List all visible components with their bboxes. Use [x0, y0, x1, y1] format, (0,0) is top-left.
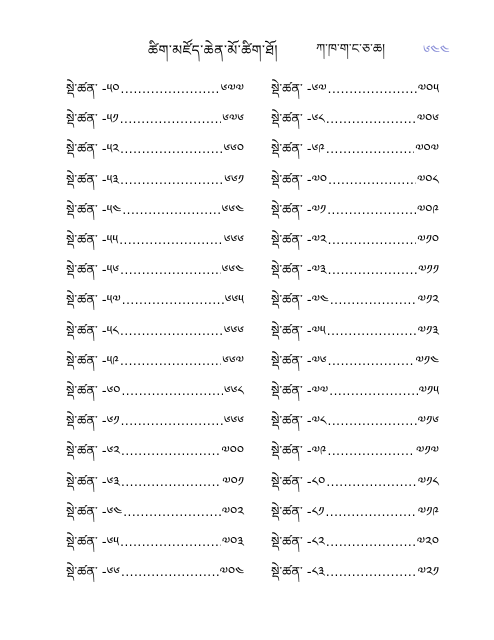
toc-entry: [271, 406, 439, 430]
toc-entry: [271, 165, 439, 188]
toc-entry-label: སྡེ་ཚན་ -༦༧: [271, 82, 327, 97]
toc-entry-label: སྡེ་ཚན་ -༨༡: [271, 504, 325, 520]
dot-leader: [121, 384, 223, 398]
toc-entry-page: ༦༦༤: [221, 263, 244, 279]
toc-entry-page: ༦༦༦: [223, 233, 244, 248]
toc-entry-label: སྡེ་ཚན་ -༧༣: [271, 263, 327, 279]
dot-leader: [121, 444, 220, 458]
dot-leader: [328, 263, 417, 277]
toc-entry: [271, 134, 439, 158]
toc-entry-page: ༧༠༡: [222, 474, 244, 490]
toc-entry-page: ༧༠༤: [219, 565, 244, 581]
toc-entry-page: ༧༡༤: [415, 353, 439, 369]
toc-entry: [66, 195, 244, 218]
toc-entry-label: སྡེ་ཚན་ -༦༨: [271, 112, 325, 128]
toc-entry-label: སྡེ་ཚན་ -༥༡: [66, 112, 119, 128]
toc-entry-label: སྡེ་ཚན་ -༥༣: [66, 172, 120, 188]
toc-entry: [271, 104, 439, 128]
toc-entry: [66, 467, 244, 490]
dot-leader: [328, 444, 416, 458]
toc-entry-page: ༦༦༦: [223, 414, 244, 430]
dot-leader: [121, 82, 220, 96]
toc-entry-label: སྡེ་ཚན་ -༨༠: [271, 474, 326, 490]
toc-entry-label: སྡེ་ཚན་ -༧༤: [271, 293, 329, 309]
toc-entry-page: ༧༠༨: [416, 172, 439, 188]
toc-entry-page: ༧༡༥: [418, 384, 439, 399]
dot-leader: [328, 233, 417, 247]
toc-entry: [66, 255, 244, 279]
toc-entry-label: སྡེ་ཚན་ -༥༨: [66, 323, 119, 339]
toc-entry: [271, 74, 439, 97]
dot-leader: [328, 414, 417, 428]
toc-entry: [271, 436, 439, 460]
toc-entry-label: སྡེ་ཚན་ -༦༤: [66, 504, 123, 520]
toc-entry: [66, 376, 244, 399]
toc-entry-page: ༦༦༥: [224, 293, 244, 309]
dot-leader: [326, 112, 416, 126]
toc-entry-page: ༧༢༡: [417, 565, 439, 581]
dot-leader: [327, 324, 417, 338]
toc-entry-page: ༦༦༧: [222, 353, 244, 369]
toc-entry-page: ༧༡༦: [417, 414, 439, 430]
dot-leader: [326, 142, 414, 156]
toc-entry-page: ༦༧༧: [220, 82, 244, 97]
toc-entry-page: ༧༠༣: [221, 535, 244, 550]
toc-entry-page: ༧༠༠: [221, 444, 244, 460]
toc-entry: [271, 316, 439, 339]
toc-entry: [66, 134, 244, 158]
toc-entry: [271, 195, 439, 218]
toc-entry: [66, 74, 244, 97]
toc-entry-page: ༧༠༢: [221, 504, 244, 520]
dot-leader: [326, 535, 416, 549]
toc-entry-page: ༧༠༥: [417, 82, 439, 97]
dot-leader: [120, 142, 222, 156]
dot-leader: [120, 535, 221, 549]
toc-entry-page: ༧༡༨: [417, 474, 439, 490]
dot-leader: [121, 565, 219, 579]
toc-entry-page: ༦༦༤: [221, 202, 244, 218]
toc-entry-page: ༦༦༡: [224, 172, 244, 188]
toc-entry: [271, 225, 439, 248]
toc-entry-label: སྡེ་ཚན་ -༦༥: [66, 535, 120, 550]
section-head: ཀ་ཁ་ག་ང་ཅ་ཆ།: [316, 42, 385, 57]
toc-entry-label: སྡེ་ཚན་ -༨༣: [271, 565, 325, 581]
dot-leader: [122, 293, 224, 307]
toc-entry-label: སྡེ་ཚན་ -༥༠: [66, 82, 120, 97]
toc-entry-page: ༧༡༣: [417, 323, 439, 339]
toc-entry: [66, 406, 244, 430]
toc-entry-page: ༧༡༩: [417, 504, 439, 520]
toc-entry-label: སྡེ་ཚན་ -༧༨: [271, 414, 327, 430]
toc-entry-label: སྡེ་ཚན་ -༥༤: [66, 202, 122, 218]
toc-entry-page: ༧༡༠: [417, 233, 439, 248]
toc-entry-page: ༧༢༠: [416, 535, 439, 550]
toc-entry: [271, 285, 439, 309]
dot-leader: [120, 324, 223, 338]
toc-entry-page: ༧༡༢: [417, 293, 439, 309]
toc-entry-label: སྡེ་ཚན་ -༦༩: [271, 142, 325, 158]
dot-leader: [120, 354, 221, 368]
dot-leader: [327, 203, 416, 217]
toc-entry-label: སྡེ་ཚན་ -༧༢: [271, 233, 327, 248]
dot-leader: [328, 354, 415, 368]
toc-entry: [66, 436, 244, 460]
toc-entry-label: སྡེ་ཚན་ -༦༦: [66, 565, 121, 581]
dot-leader: [326, 475, 416, 489]
toc-entry-page: ༧༡༧: [416, 444, 439, 460]
dot-leader: [123, 505, 221, 519]
toc-entry: [271, 557, 439, 581]
toc-entry: [66, 497, 244, 520]
toc-entry: [66, 316, 244, 339]
toc-entry-label: སྡེ་ཚན་ -༧༡: [271, 202, 327, 218]
toc-entry: [66, 104, 244, 128]
dot-leader: [326, 565, 417, 579]
toc-entry: [66, 557, 244, 581]
dot-leader: [120, 173, 223, 187]
dot-leader: [325, 505, 416, 519]
dot-leader: [120, 112, 222, 126]
dot-leader: [330, 293, 417, 307]
toc-entry-page: ༦༦༦: [223, 323, 244, 339]
toc-entry-label: སྡེ་ཚན་ -༧༩: [271, 444, 327, 460]
toc-entry: [66, 285, 244, 309]
toc-entry-label: སྡེ་ཚན་ -༦༡: [66, 414, 120, 430]
toc-entry-page: ༧༡༡: [418, 263, 439, 279]
toc-entry: [271, 376, 439, 399]
toc-entry-label: སྡེ་ཚན་ -༦༣: [66, 474, 121, 490]
toc-entry: [271, 497, 439, 520]
toc-entry-page: ༧༠༦: [416, 112, 439, 128]
toc-entry-page: ༦༧༦: [222, 112, 244, 128]
toc-entry: [66, 346, 244, 369]
toc-entry-page: ༧༠༧: [415, 142, 439, 158]
toc-entry-page: ༦༦༠: [223, 142, 244, 158]
toc-entry: [271, 527, 439, 550]
dot-leader: [120, 263, 221, 277]
toc-entry-label: སྡེ་ཚན་ -༧༦: [271, 353, 327, 369]
dot-leader: [121, 414, 223, 428]
toc-entry: [271, 467, 439, 490]
toc-entry: [271, 346, 439, 369]
running-head: ཚིག་མཛོད་ཆེན་མོ་ཚིག་ཐོ།: [148, 43, 279, 59]
toc-entry-label: སྡེ་ཚན་ -༥༩: [66, 353, 119, 369]
page-header: [0, 34, 494, 58]
dot-leader: [329, 384, 417, 398]
toc-entry: [271, 255, 439, 279]
toc-entry-label: སྡེ་ཚན་ -༦༢: [66, 444, 121, 460]
page-number: ༦༤༤: [423, 43, 450, 59]
dot-leader: [328, 173, 416, 187]
toc-entry-label: སྡེ་ཚན་ -༥༧: [66, 293, 121, 309]
toc-entry: [66, 225, 244, 248]
toc-entry: [66, 527, 244, 550]
dot-leader: [121, 475, 221, 489]
toc-entry-label: སྡེ་ཚན་ -༥༥: [66, 233, 119, 248]
toc-entry-label: སྡེ་ཚན་ -༧༥: [271, 323, 326, 339]
toc-entry-label: སྡེ་ཚན་ -༧༧: [271, 384, 329, 399]
dot-leader: [119, 233, 223, 247]
toc-entry-label: སྡེ་ཚན་ -༥༢: [66, 142, 120, 158]
toc-entry-page: ༧༠༩: [416, 202, 439, 218]
toc-entry-page: ༦༦༨: [223, 384, 244, 399]
toc-entry-label: སྡེ་ཚན་ -༥༦: [66, 263, 120, 279]
toc-entry: [66, 165, 244, 188]
toc-entry-label: སྡེ་ཚན་ -༨༢: [271, 535, 325, 550]
dot-leader: [328, 82, 417, 96]
toc-entry-label: སྡེ་ཚན་ -༦༠: [66, 384, 121, 399]
toc-entry-label: སྡེ་ཚན་ -༧༠: [271, 172, 328, 188]
dot-leader: [122, 203, 220, 217]
